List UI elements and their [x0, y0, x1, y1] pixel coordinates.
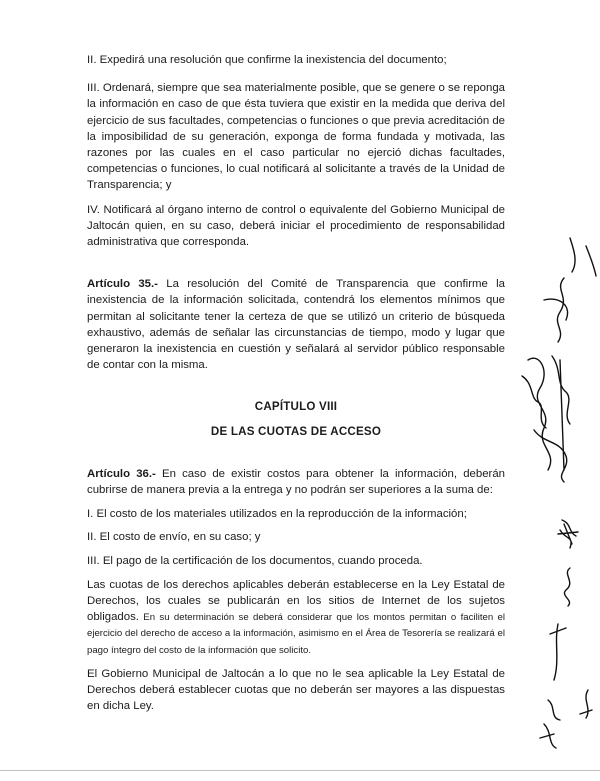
fees-paragraph	[87, 577, 505, 658]
article-35	[87, 276, 505, 373]
chapter-subtitle: DE LAS CUOTAS DE ACCESO	[210, 424, 382, 438]
item-iv: IV. Notificará al órgano interno de control o equivalente del Gobierno Municipal de Jaltocán quien, en su caso, deberá iniciar el procedimiento de responsabilidad administrativa que corresponda.	[87, 203, 505, 249]
fees-text-part-2: En su determinación se deberá considerar que los montos permitan o faciliten el ejercicio del derecho de acceso a la información, asimismo en el Área de Tesorería se realizará el pago íntegro del costo de la información que solicito.	[87, 612, 505, 656]
cost-item-i: I. El costo de los materiales utilizados en la reproducción de la información;	[87, 508, 467, 521]
article-35-text: La resolución del Comité de Transparencia que confirme la inexistencia de la información solicitada, contendrá los elementos mínimos que permitan al solicitante tener la certeza de que se utilizó un criterio de búsqueda exhaustivo, además de señalar las circunstancias de tiempo, modo y lugar que generaron la inexistencia en cuestión y señalará al servidor público responsable de contar con la misma.	[87, 278, 505, 372]
article-36	[87, 466, 505, 498]
initials-middle	[558, 520, 578, 548]
initials-lower	[564, 568, 570, 606]
article-36-label: Artículo 36.-	[87, 467, 156, 480]
final-paragraph: El Gobierno Municipal de Jaltocán a lo que no le sea aplicable la Ley Estatal de Derechos deberá establecer cuotas que no deberán ser mayores a las dispuestas en dicha Ley.	[87, 667, 505, 713]
fees-text-part-1: Las cuotas de los derechos aplicables deberán establecerse en la Ley Estatal de Derechos, los cuales se publicarán en los sitios de Internet de los sujetos obligados.	[87, 578, 505, 624]
article-36-text: En caso de existir costos para obtener la información, deberán cubrirse de manera previa a la entrega y no podrán ser superiores a la suma de:	[87, 467, 506, 497]
item-iii: III. Ordenará, siempre que sea materialmente posible, que se genere o se reponga la información en caso de que ésta tuviera que existir en la medida que deriva del ejercicio de sus facultades, competencias o funciones o que previa acreditación de la imposibilidad de su generación, exponga de forma fundada y motivada, las razones por las cuales en el caso particular no ejerció dichas facultades, competencias o funciones, lo cual notificará al solicitante a través de la Unidad de Transparencia; y	[87, 82, 505, 192]
item-ii: II. Expedirá una resolución que confirme la inexistencia del documento;	[87, 54, 447, 66]
page-bottom-border	[0, 770, 600, 771]
signature-top	[544, 238, 596, 342]
initials-corner	[580, 690, 592, 718]
cost-item-ii: II. El costo de envío, en su caso; y	[87, 531, 261, 544]
chapter-title: CAPÍTULO VIII	[254, 400, 338, 414]
margin-signatures	[500, 0, 600, 781]
initials-bottom	[540, 624, 566, 748]
chapter-heading	[87, 399, 505, 439]
signature-large	[522, 356, 570, 482]
cost-item-iii: III. El pago de la certificación de los documentos, cuando proceda.	[87, 554, 423, 567]
article-35-label: Artículo 35.-	[87, 278, 158, 291]
document-body	[87, 50, 505, 723]
